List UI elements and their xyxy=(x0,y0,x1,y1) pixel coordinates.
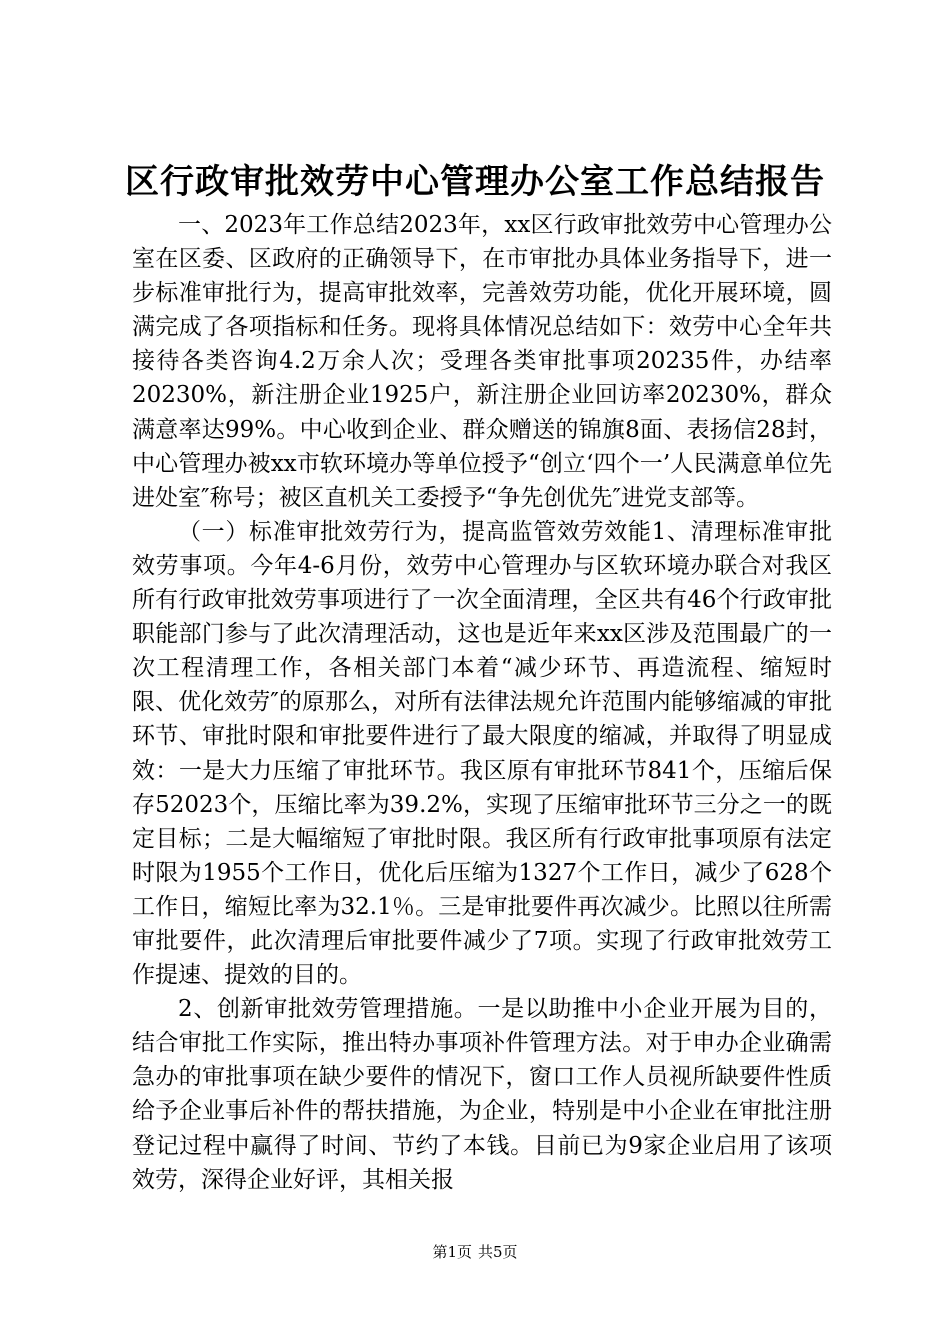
document-body xyxy=(132,208,832,1197)
page-footer xyxy=(0,1242,950,1262)
paragraph-summary: 一、2023年工作总结2023年，xx区行政审批效劳中心管理办公室在区委、区政府的正确领导下，在市审批办具体业务指导下，进一步标准审批行为，提高审批效率，完善效劳功能，优化开展环境，圆满完成了各项指标和任务。现将具体情况总结如下：效劳中心全年共接待各类咨询4.2万余人次；受理各类审批事项20235件，办结率20230%，新注册企业1925户，新注册企业回访率20230%，群众满意率达99%。中心收到企业、群众赠送的锦旗8面、表扬信28封，中心管理办被xx市软环境办等单位授予“创立‘四个一’人民满意单位先进处室″称号；被区直机关工委授予“争先创优先″进党支部等。 xyxy=(132,212,832,511)
page-total: 共5页 xyxy=(478,1243,518,1261)
paragraph-section-2: 2、创新审批效劳管理措施。一是以助推中小企业开展为目的，结合审批工作实际，推出特办事项补件管理方法。对于申办企业确需急办的审批事项在缺少要件的情况下，窗口工作人员视所缺要件性质给予企业事后补件的帮扶措施，为企业，特别是中小企业在审批注册登记过程中赢得了时间、节约了本钱。目前已为9家企业启用了该项效劳，深得企业好评，其相关报 xyxy=(132,996,832,1193)
paragraph-section-1: （一）标准审批效劳行为，提高监管效劳效能1、清理标准审批效劳事项。今年4-6月份，效劳中心管理办与区软环境办联合对我区所有行政审批效劳事项进行了一次全面清理，全区共有46个行政审批职能部门参与了此次清理活动，这也是近年来xx区涉及范围最广的一次工程清理工作，各相关部门本着“减少环节、再造流程、缩短时限、优化效劳″的原那么，对所有法律法规允许范围内能够缩减的审批环节、审批时限和审批要件进行了最大限度的缩减，并取得了明显成效：一是大力压缩了审批环节。我区原有审批环节841个，压缩后保存52023个，压缩比率为39.2%，实现了压缩审批环节三分之一的既定目标；二是大幅缩短了审批时限。我区所有行政审批事项原有法定时限为1955个工作日，优化后压缩为1327个工作日，减少了628个工作日，缩短比率为32.1％。三是审批要件再次减少。比照以往所需审批要件，此次清理后审批要件减少了7项。实现了行政审批效劳工作提速、提效的目的。 xyxy=(132,518,832,989)
page-number: 第1页 xyxy=(432,1243,472,1261)
document-title: 区行政审批效劳中心管理办公室工作总结报告 xyxy=(125,162,825,202)
